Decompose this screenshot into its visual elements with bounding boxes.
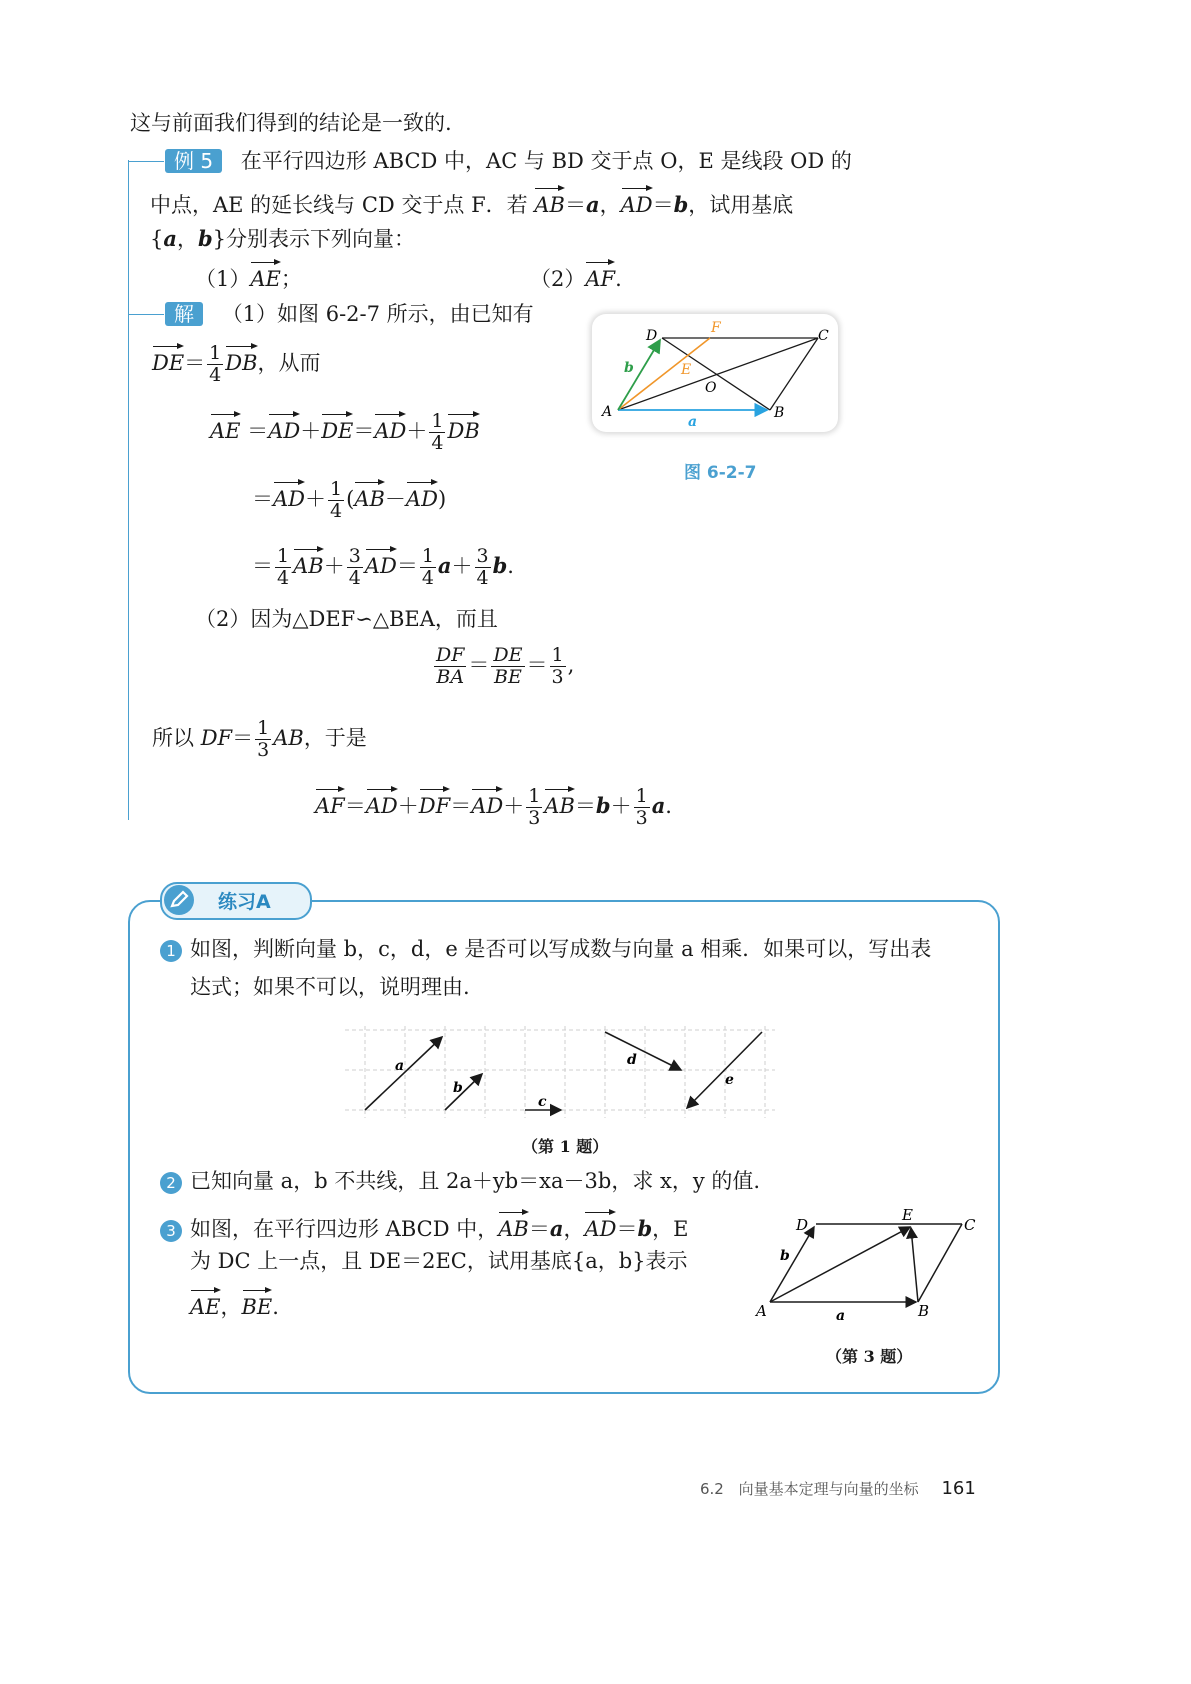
equation-ae-2: ＝AD＋ $\frac{1}{4}$ (AB－AD)	[252, 478, 447, 522]
exercise-title: 练习A	[218, 891, 271, 913]
grid-label-d: d	[627, 1052, 637, 1068]
page-number: 161	[941, 1478, 976, 1499]
equation-ae-1: AE ＝AD＋DE＝AD＋ $\frac{1}{4}$ DB	[210, 410, 480, 454]
q3-label-B: B	[918, 1302, 930, 1320]
running-footer	[700, 1478, 976, 1499]
label-D: D	[646, 328, 658, 344]
label-vector-a: a	[688, 414, 698, 430]
example-item-1: （1）AE；	[195, 258, 302, 294]
label-A: A	[602, 404, 613, 420]
figure-6-2-7	[592, 314, 838, 432]
equation-ae-3: ＝ $\frac{1}{4}$ AB＋ $\frac{3}{4}$ AD＝ $\frac{1}{4}$ a＋ $\frac{3}{4}$ b.	[252, 545, 514, 589]
q3-label-vector-b: b	[780, 1248, 790, 1264]
example-tick	[128, 161, 164, 162]
example-side-rule	[128, 160, 129, 820]
grid-label-e: e	[725, 1072, 734, 1088]
equation-af: AF＝AD＋DF＝AD＋ $\frac{1}{3}$ AB＝b＋ $\frac{1}{3}$ a.	[315, 785, 672, 829]
label-E: E	[681, 362, 692, 378]
grid-label-c: c	[538, 1094, 547, 1110]
q3-number: 3	[160, 1220, 182, 1242]
q1-line-2: 达式；如果不可以，说明理由.	[190, 975, 470, 999]
footer-title: 向量基本定理与向量的坐标	[738, 1480, 919, 1498]
equation-ratio: $\frac{DF}{BA}$ ＝ $\frac{DE}{BE}$ ＝ $\frac{1}{3}$ ,	[436, 644, 575, 688]
exercise-pencil-icon	[164, 885, 194, 915]
example-item-2: （2）AF.	[530, 258, 622, 294]
q3-figure	[750, 1204, 980, 1324]
q3-label-E: E	[902, 1206, 913, 1224]
example-line-3: {a，b}分别表示下列向量：	[150, 226, 416, 251]
example-line-2: 中点，AE 的延长线与 CD 交于点 F．若 AB＝a，AD＝b，试用基底	[150, 184, 793, 220]
solution-tick	[128, 314, 164, 315]
parallelogram-figure	[592, 314, 838, 432]
q2-line: 2 已知向量 a，b 不共线，且 2a＋yb＝xa－3b，求 x，y 的值.	[160, 1166, 760, 1196]
q3-label-D: D	[796, 1216, 809, 1234]
q3-label-A: A	[756, 1302, 767, 1320]
q3-line-1: 3 如图，在平行四边形 ABCD 中，AB＝a，AD＝b，E	[160, 1208, 689, 1244]
q1-number: 1	[160, 940, 182, 962]
solution-line-2: DE＝ $\frac{1}{4}$ DB，从而	[152, 342, 321, 386]
grid-label-b: b	[453, 1080, 463, 1096]
label-O: O	[705, 380, 717, 396]
label-F: F	[711, 320, 721, 336]
q3-label-vector-a: a	[836, 1308, 846, 1324]
label-vector-b: b	[624, 360, 634, 376]
q1-grid-figure	[345, 1026, 775, 1118]
example-line-1: 例 5 在平行四边形 ABCD 中，AC 与 BD 交于点 O，E 是线段 OD 的	[165, 146, 852, 176]
solution-part-2: （2）因为△DEF∽△BEA，而且	[195, 607, 498, 631]
q3-line-3: AE，BE.	[190, 1286, 279, 1322]
q1-caption: （第 1 题）	[522, 1137, 609, 1156]
exercise-header	[160, 882, 312, 920]
grid-label-a: a	[395, 1058, 405, 1074]
example-tag: 例 5	[165, 149, 222, 173]
q1-line-1: 1 如图，判断向量 b，c，d，e 是否可以写成数与向量 a 相乘．如果可以，写出表	[160, 934, 931, 964]
figure-caption: 图 6-2-7	[684, 463, 757, 483]
footer-section: 6.2	[700, 1480, 724, 1498]
q3-label-C: C	[964, 1216, 976, 1234]
q2-number: 2	[160, 1172, 182, 1194]
label-C: C	[818, 328, 829, 344]
label-B: B	[774, 405, 785, 421]
solution-line-1: 解 （1）如图 6-2-7 所示，由已知有	[165, 299, 534, 329]
solution-tag: 解	[165, 302, 203, 326]
solution-df-line: 所以 DF＝ $\frac{1}{3}$ AB，于是	[152, 717, 367, 761]
q3-caption: （第 3 题）	[826, 1347, 913, 1366]
intro-line: 这与前面我们得到的结论是一致的.	[130, 111, 452, 135]
q3-line-2: 为 DC 上一点，且 DE＝2EC，试用基底{a，b}表示	[190, 1249, 688, 1273]
